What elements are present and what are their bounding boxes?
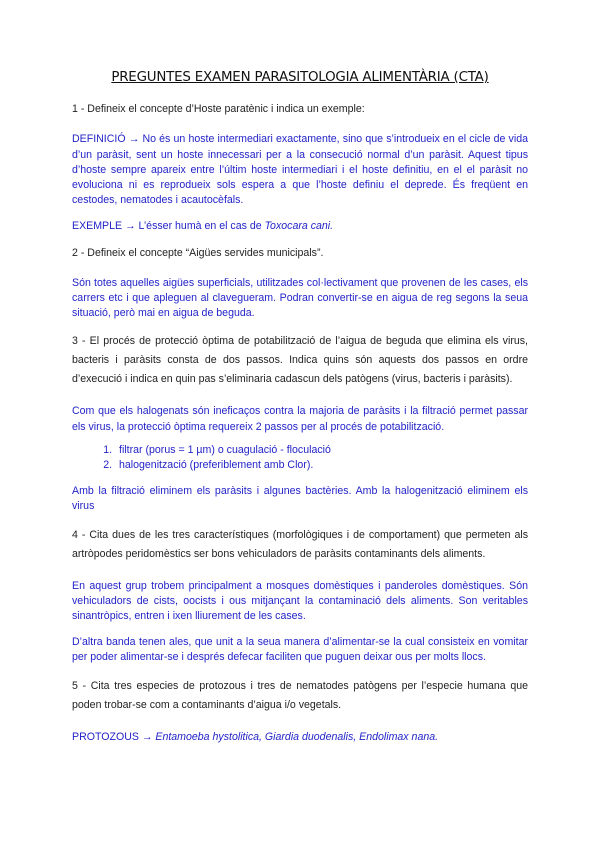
example-species: Toxocara cani.: [264, 220, 334, 233]
answer-3-step-2: 2. halogenització (preferiblement amb Clor).: [115, 458, 528, 473]
answer-1-example: [72, 219, 528, 234]
question-3: 3 - El procés de protecció òptima de potabilització de l’aigua de beguda que elimina els virus, bacteris i paràsits consta de dos passos. Indica quins són aquests dos passos en ordre d’execució i indica en quin pas s’eliminaria cadascun dels patògens (virus, bacteris i paràsits).: [72, 335, 528, 386]
question-5: 5 - Cita tres especies de protozous i tres de nematodes patògens per l’especie humana que poden trobar-se com a contaminants d’aigua i/o vegetals.: [72, 679, 528, 711]
answer-4-paragraph-1: En aquest grup trobem principalment a mosques domèstiques i panderoles domèstiques. Són vehiculadors de cists, oocists i ous mitjançant la contaminació dels aliments. Son veritables sinantròpics, entren i ixen lliurement de les cases.: [72, 579, 528, 623]
answer-5-species: Entamoeba hystolitica, Giardia duodenalis, Endolimax nana.: [155, 730, 439, 743]
answer-3-intro: Com que els halogenats són ineficaços contra la majoria de paràsits i la filtració permet passar els virus, la protecció òptima requereix 2 passos per al procés de potabilització.: [72, 405, 528, 433]
question-2: 2 - Defineix el concepte “Aigües servides municipals”.: [72, 246, 324, 259]
answer-5-prefix: PROTOZOUS →: [72, 730, 156, 743]
answer-4-paragraph-2: D’altra banda tenen ales, que unit a la seua manera d’alimentar-se la cual consisteix en vomitar per poder alimentar-se i després defecar faciliten que puguen deixar ous per molts llocs.: [72, 636, 528, 664]
question-4: 4 - Cita dues de les tres característiques (morfològiques i de comportament) que permeten als artròpodes peridomèstics ser bons vehiculadors de paràsits contaminants dels aliments.: [72, 528, 528, 560]
question-1: 1 - Defineix el concepte d’Hoste paratènic i indica un exemple:: [72, 103, 365, 116]
answer-3-outro: Amb la filtració eliminem els paràsits i algunes bactèries. Amb la halogenització eliminem els virus: [72, 485, 528, 513]
answer-1-definition: DEFINICIÓ → No és un hoste intermediari exactamente, sino que s’introdueix en el cicle de vida d’un paràsit, sent un hoste innecessari per a la consecució normal d’un paràsit. Aquest tipus d’hoste sempre apareix entre l’últim hoste intermediari i el hoste definitiu, en el el paràsit no evoluciona ni es reprodueix sols espera a que l’hoste definiu el deprede. És freqüent en cestodes, nematodes i acautocèfals.: [72, 133, 528, 207]
answer-3-steps: [72, 443, 528, 473]
answer-5: [72, 730, 528, 745]
example-prefix: EXEMPLE → L’ésser humà en el cas de: [72, 220, 265, 233]
page-title: PREGUNTES EXAMEN PARASITOLOGIA ALIMENTÀRIA (CTA): [111, 70, 489, 85]
answer-3-step-1: 1. filtrar (porus = 1 µm) o cuagulació - floculació: [115, 443, 528, 458]
answer-2: Són totes aquelles aigües superficials, utilitzades col·lectivament que provenen de les cases, els carrers etc i que apleguen al clavegueram. Podran convertir-se en aigua de reg segons la seua situació, però mai en aigua de beguda.: [72, 276, 528, 320]
